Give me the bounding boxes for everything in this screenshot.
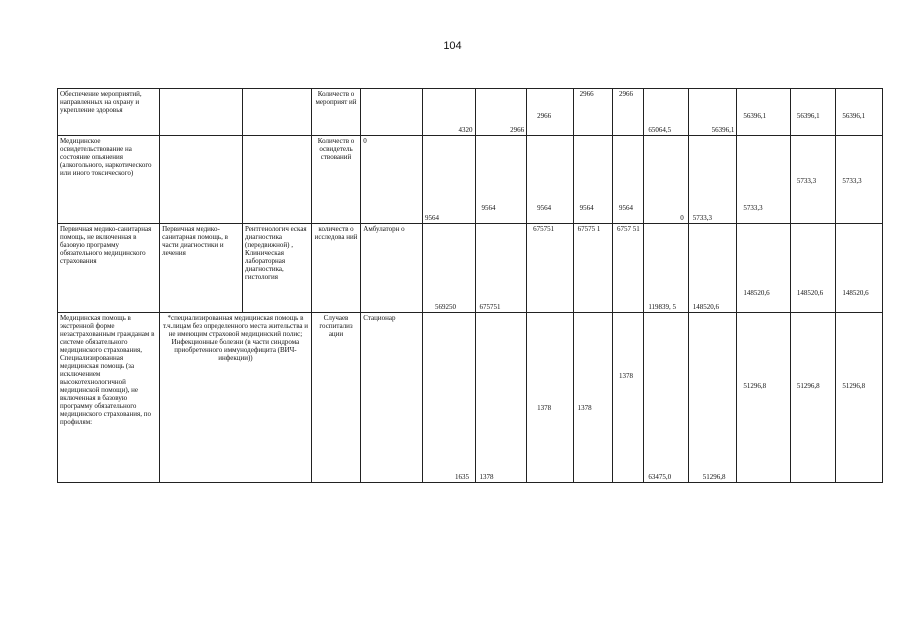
value-cell: 5733,3 xyxy=(796,177,817,185)
value-cell: 2966 xyxy=(618,90,633,98)
value-cell: 569250 xyxy=(434,303,456,311)
value-cell: 1635 xyxy=(454,473,469,481)
profile-cell: *специализированная медицинская помощь в т.ч.лицам без определенного места жительства и не имеющим страховой медицинский полис; Инфекционные болезни (в части синдрома приобретенного иммунодефицита (ВИЧ-инфекции)) xyxy=(162,314,309,362)
value-cell: 675751 xyxy=(479,303,501,311)
row-name: Первичная медико-санитарная помощь, не включенная в базовую программу обязательного медицинского страхования xyxy=(60,225,152,265)
value-cell: 1378 xyxy=(618,372,633,380)
value-cell: 51296,8 xyxy=(842,382,866,390)
value-cell: 67575 1 xyxy=(577,225,601,233)
value-cell: 4320 xyxy=(458,126,473,134)
value-cell: 51296,8 xyxy=(702,473,726,481)
value-cell: 51296,8 xyxy=(743,382,767,390)
unit-cell: Случаев госпитализ ации xyxy=(319,314,353,338)
unit-cell: Количеств о освидетель ствований xyxy=(317,137,355,161)
value-cell: 9564 xyxy=(424,214,439,222)
value-cell: 1378 xyxy=(537,404,552,412)
row-name: Обеспечение мероприятий, направленных на охрану и укрепление здоровья xyxy=(60,90,142,114)
value-cell: 119839, 5 xyxy=(648,303,677,311)
value-cell: 5733,3 xyxy=(743,204,763,212)
value-cell: 675751 xyxy=(533,225,555,233)
value-cell: 56396,1 xyxy=(842,112,866,120)
value-cell: 63475,0 xyxy=(648,473,672,481)
value-cell: 1378 xyxy=(479,473,494,481)
value-cell: 148520,6 xyxy=(692,303,720,311)
value-cell: 5733,3 xyxy=(692,214,713,222)
value-cell: 9564 xyxy=(537,204,552,212)
value-cell: 65064,5 xyxy=(648,126,672,134)
value-cell: 2966 xyxy=(510,126,525,134)
table-row xyxy=(58,89,883,136)
value-cell: 148520,6 xyxy=(743,289,770,297)
page-number: 104 xyxy=(443,40,462,52)
table-row: Первичная медико-санитарная помощь, не включенная в базовую программу обязательного медицинского страхования Первичная медико-санитарная помощь, в части диагностики и лечения Рентгенологич еская диагностика (передвижной) , Клиническая лабораторная диагностика, гистология количеств о исследова ний Амбулаторн о 569250 675751 675751 67575 1 6757 51 119839, 5 148520,6 148520,6 148520,6 148520,6 xyxy=(58,224,883,313)
value-cell: 2966 xyxy=(579,90,594,98)
value-cell: 9564 xyxy=(481,204,496,212)
value-cell: 0 xyxy=(680,214,684,222)
unit-cell: количеств о исследова ний xyxy=(314,225,358,241)
value-cell: 56396,1 xyxy=(743,112,767,120)
value-cell: 56396,1 xyxy=(796,112,820,120)
value-cell: 5733,3 xyxy=(842,177,862,185)
value-cell: 9564 xyxy=(579,204,594,212)
value-cell: 9564 xyxy=(618,204,633,212)
row-name: Медицинское освидетельствование на состояние опьянения (алкогольного, наркотического или иного токсического) xyxy=(60,137,152,177)
value-cell: 148520,6 xyxy=(796,289,824,297)
value-cell: 6757 51 xyxy=(616,225,640,233)
value-cell: 2966 xyxy=(537,112,552,120)
value-cell: 148520,6 xyxy=(842,289,869,297)
unit-cell: Количеств о мероприят ий xyxy=(315,90,357,106)
budget-table xyxy=(57,88,883,483)
row-name: Медицинская помощь в экстренной форме незастрахованным гражданам в системе обязательного медицинского страхования, Специализированная медицинская помощь (за исключением высокотехнологичной медицинской помощи), не включенная в базовую программу обязательного медицинского страхования, по профилям: xyxy=(60,314,155,426)
value-cell: 51296,8 xyxy=(796,382,820,390)
value-cell: 1378 xyxy=(577,404,592,412)
value-cell: 56396,1 xyxy=(711,126,735,134)
table-row: Медицинская помощь в экстренной форме незастрахованным гражданам в системе обязательного медицинского страхования, Специализированная медицинская помощь (за исключением высокотехнологичной медицинской помощи), не включенная в базовую программу обязательного медицинского страхования, по профилям: *специализированная медицинская помощь в т.ч.лицам без определенного места жительства и не имеющим страховой медицинский полис; Инфекционные болезни (в части синдрома приобретенного иммунодефицита (ВИЧ-инфекции)) Случаев госпитализ ации Стационар 1635 1378 1378 1378 1378 63475,0 51296,8 51296,8 51296,8 51296,8 xyxy=(58,313,883,483)
table-row: Медицинское освидетельствование на состояние опьянения (алкогольного, наркотического или иного токсического) Количеств о освидетель ствований 0 9564 9564 9564 9564 9564 0 5733,3 5733,3 5733,3 5733,3 xyxy=(58,136,883,224)
